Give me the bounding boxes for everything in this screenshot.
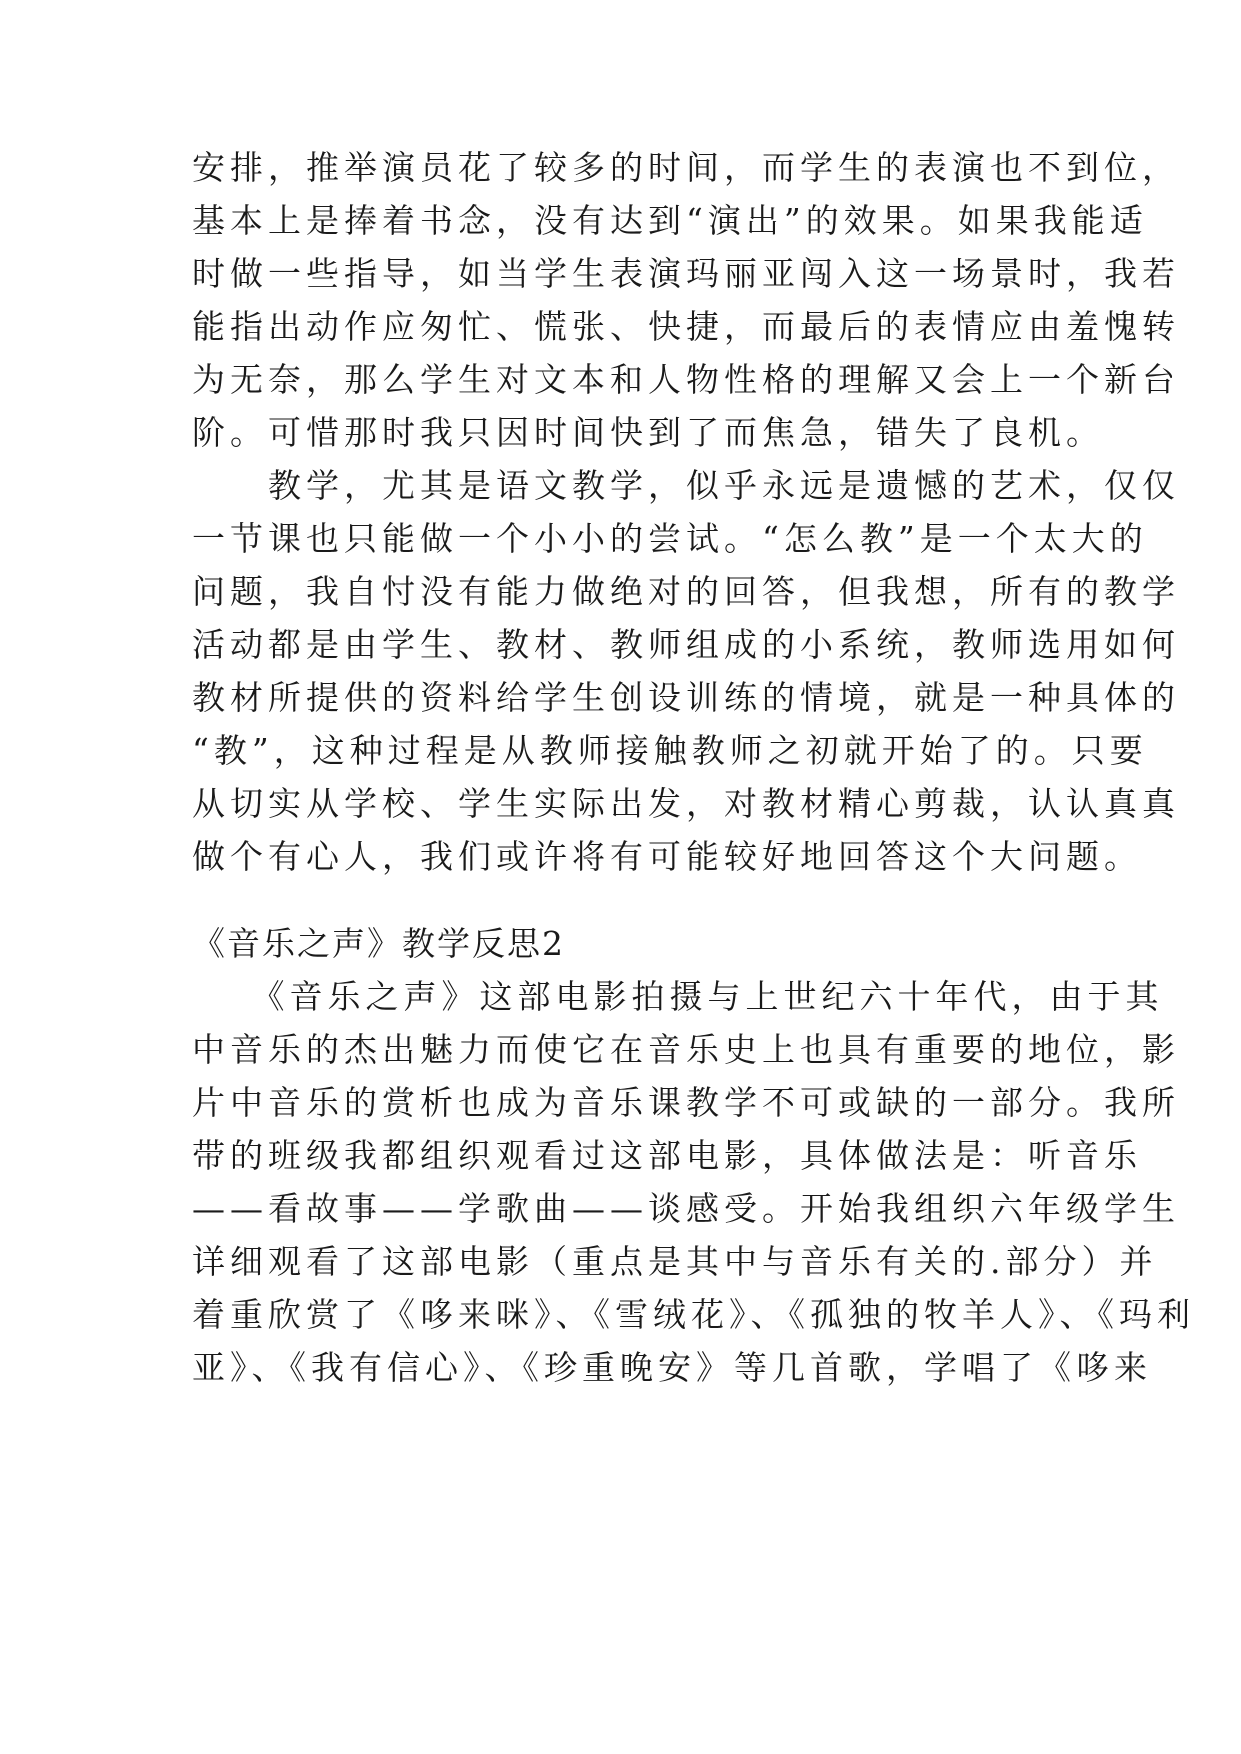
- paragraph-1-line-3: 时做一些指导，如当学生表演玛丽亚闯入这一场景时，我若: [192, 254, 1180, 293]
- paragraph-1-line-6: 阶。可惜那时我只因时间快到了而焦急，错失了良机。: [192, 413, 1104, 452]
- paragraph-3-line-1: 《音乐之声》这部电影拍摄与上世纪六十年代，由于其: [192, 977, 1164, 1016]
- paragraph-1-line-4: 能指出动作应匆忙、慌张、快捷，而最后的表情应由羞愧转: [192, 307, 1180, 346]
- paragraph-3-line-8: 亚》、《我有信心》、《珍重晚安》等几首歌，学唱了《哆来: [192, 1348, 1152, 1387]
- paragraph-2-line-2: 一节课也只能做一个小小的尝试。“怎么教”是一个太大的: [192, 519, 1148, 558]
- paragraph-3-line-6: 详细观看了这部电影（重点是其中与音乐有关的.部分）并: [192, 1242, 1158, 1281]
- paragraph-3-line-7: 着重欣赏了《哆来咪》、《雪绒花》、《孤独的牧羊人》、《玛利: [192, 1295, 1195, 1334]
- paragraph-2-line-6: “教”，这种过程是从教师接触教师之初就开始了的。只要: [192, 731, 1148, 770]
- paragraph-3-line-4: 带的班级我都组织观看过这部电影，具体做法是：听音乐: [192, 1136, 1142, 1175]
- paragraph-2-line-8: 做个有心人，我们或许将有可能较好地回答这个大问题。: [192, 837, 1142, 876]
- paragraph-2-line-4: 活动都是由学生、教材、教师组成的小系统，教师选用如何: [192, 625, 1180, 664]
- paragraph-1-line-2: 基本上是捧着书念，没有达到“演出”的效果。如果我能适: [192, 201, 1148, 240]
- paragraph-1-line-1: 安排，推举演员花了较多的时间，而学生的表演也不到位，: [192, 148, 1180, 187]
- paragraph-2-line-7: 从切实从学校、学生实际出发，对教材精心剪裁，认认真真: [192, 784, 1180, 823]
- paragraph-3-line-5: ——看故事——学歌曲——谈感受。开始我组织六年级学生: [192, 1189, 1180, 1228]
- paragraph-2-line-3: 问题，我自忖没有能力做绝对的回答，但我想，所有的教学: [192, 572, 1180, 611]
- paragraph-3-line-3: 片中音乐的赏析也成为音乐课教学不可或缺的一部分。我所: [192, 1083, 1180, 1122]
- paragraph-1-line-5: 为无奈，那么学生对文本和人物性格的理解又会上一个新台: [192, 360, 1180, 399]
- section-heading: 《音乐之声》教学反思2: [192, 924, 565, 963]
- paragraph-2-line-1: 教学，尤其是语文教学，似乎永远是遗憾的艺术，仅仅: [192, 466, 1180, 505]
- paragraph-3-line-2: 中音乐的杰出魅力而使它在音乐史上也具有重要的地位，影: [192, 1030, 1180, 1069]
- paragraph-2-line-5: 教材所提供的资料给学生创设训练的情境，就是一种具体的: [192, 678, 1180, 717]
